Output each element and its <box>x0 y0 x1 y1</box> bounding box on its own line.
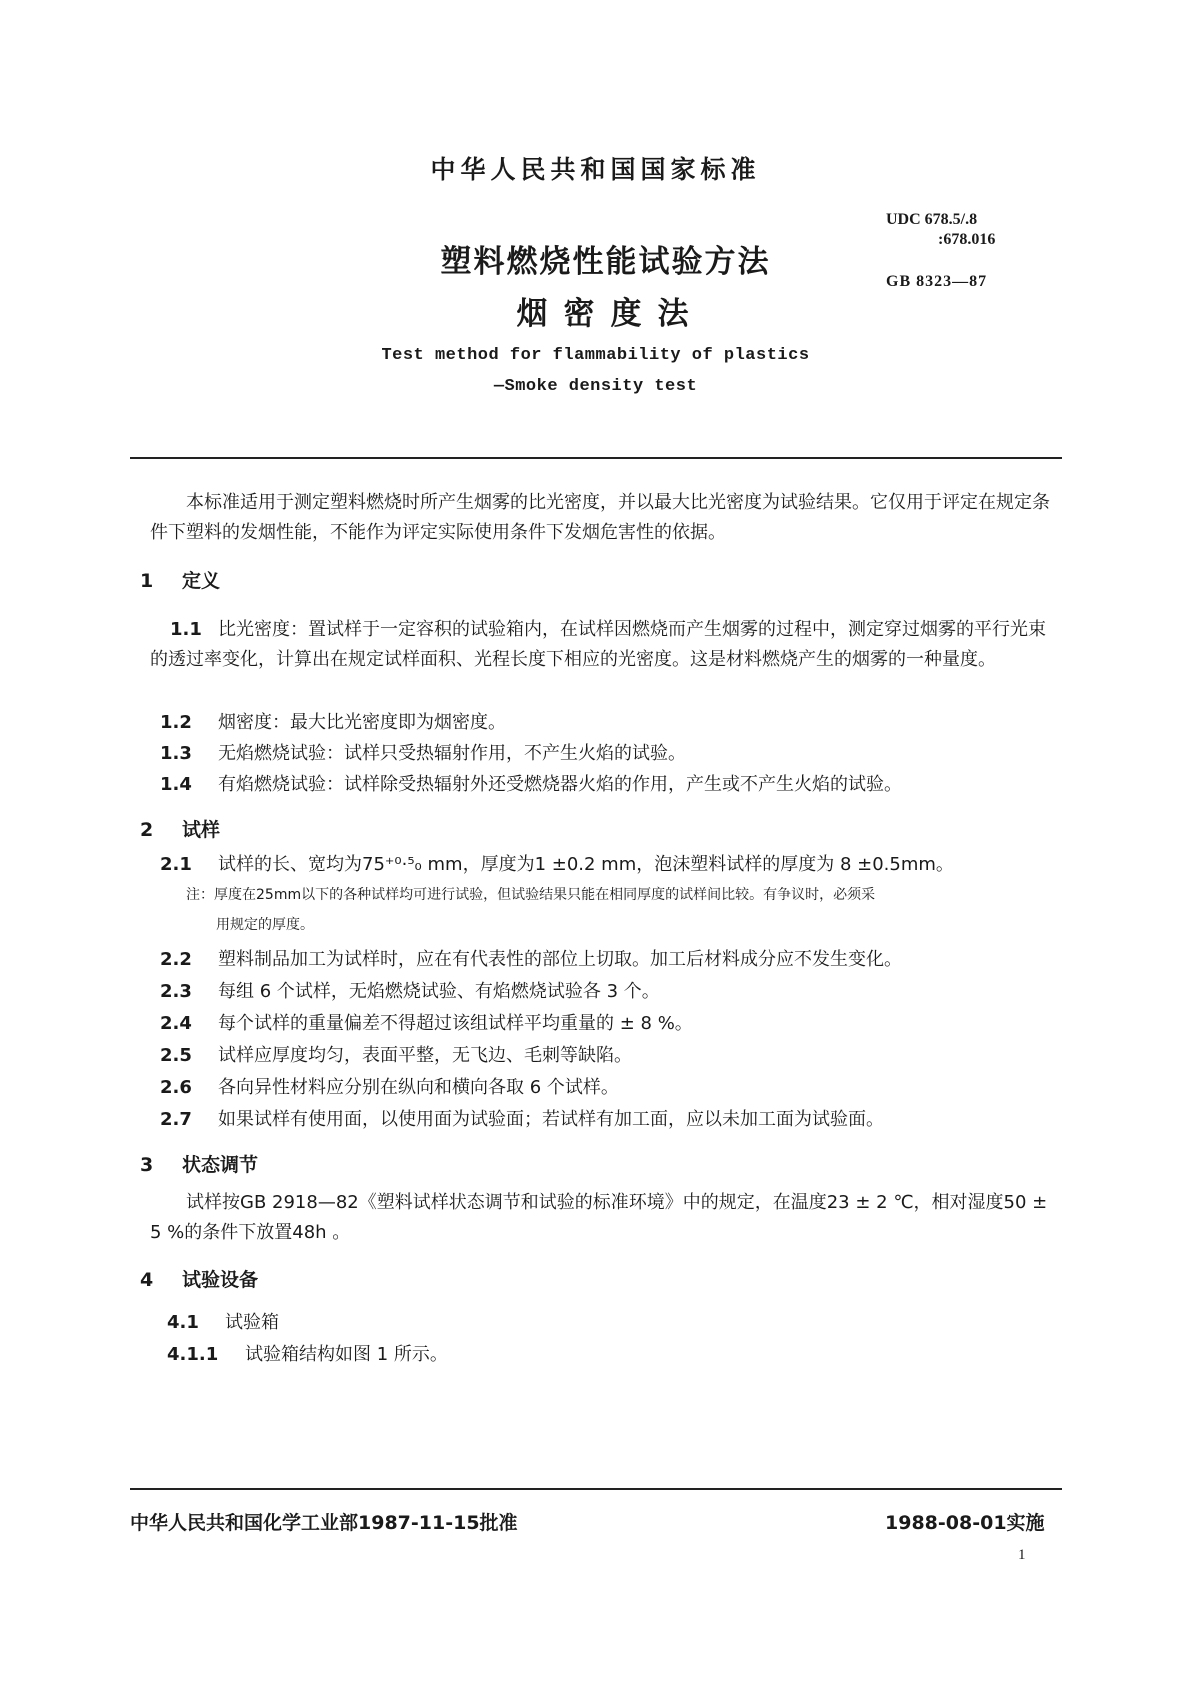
clause-number: 2.5 <box>160 1045 192 1066</box>
section-3-heading <box>140 1150 258 1177</box>
clause-text: 有焰燃烧试验：试样除受热辐射外还受燃烧器火焰的作用，产生或不产生火焰的试验。 <box>218 774 902 795</box>
clause-text: 试样应厚度均匀，表面平整，无飞边、毛刺等缺陷。 <box>218 1045 632 1066</box>
clause-number: 2.4 <box>160 1013 192 1034</box>
standard-organization: 中华人民共和国国家标准 <box>430 155 761 184</box>
clause-4-1 <box>167 1308 279 1334</box>
document-title-cn: 塑料燃烧性能试验方法 <box>440 244 771 280</box>
section-title: 状态调节 <box>182 1154 259 1176</box>
section-3-text: 试样按GB 2918—82《塑料试样状态调节和试验的标准环境》中的规定，在温度23 ± 2 ℃，相对湿度50 ± 5 %的条件下放置48h 。 <box>150 1192 1048 1243</box>
clause-2-4 <box>160 1009 1060 1039</box>
clause-2-3 <box>160 977 1060 1007</box>
clause-1-2 <box>160 708 1060 738</box>
note-line-1: 注：厚度在25mm以下的各种试样均可进行试验，但试验结果只能在相同厚度的试样间比较。有争议时，必须采 <box>186 887 876 903</box>
document-subtitle-en: —Smoke density test <box>493 377 698 396</box>
clause-2-1-note <box>186 880 1062 940</box>
document-subtitle-cn: 烟密度法 <box>516 296 705 332</box>
clause-number: 4.1.1 <box>167 1344 219 1365</box>
clause-2-2 <box>160 945 1060 975</box>
clause-text: 试验箱结构如图 1 所示。 <box>245 1344 448 1365</box>
approval-statement: 中华人民共和国化学工业部1987-11-15批准 <box>130 1512 518 1534</box>
clause-text: 每组 6 个试样，无焰燃烧试验、有焰燃烧试验各 3 个。 <box>218 981 660 1002</box>
section-3-paragraph <box>150 1188 1060 1248</box>
intro-paragraph <box>150 488 1060 548</box>
clause-number: 2.7 <box>160 1109 192 1130</box>
section-1-heading <box>140 566 220 593</box>
intro-text: 本标准适用于测定塑料燃烧时所产生烟雾的比光密度，并以最大比光密度为试验结果。它仅用于评定在规定条件下塑料的发烟性能，不能作为评定实际使用条件下发烟危害性的依据。 <box>150 492 1050 543</box>
gb-code: GB 8323—87 <box>886 273 988 290</box>
clause-number: 1.2 <box>160 712 192 733</box>
page-number: 1 <box>1018 1547 1026 1563</box>
clause-number: 2.3 <box>160 981 192 1002</box>
clause-text: 比光密度：置试样于一定容积的试验箱内，在试样因燃烧而产生烟雾的过程中，测定穿过烟雾的平行光束的透过率变化，计算出在规定试样面积、光程长度下相应的光密度。这是材料燃烧产生的烟雾的一种量度。 <box>150 619 1046 670</box>
section-number: 2 <box>140 819 154 841</box>
section-number: 4 <box>140 1269 154 1291</box>
section-title: 试验设备 <box>182 1269 259 1291</box>
clause-1-1 <box>150 615 1060 675</box>
clause-text: 无焰燃烧试验：试样只受热辐射作用，不产生火焰的试验。 <box>218 743 686 764</box>
section-4-heading <box>140 1265 258 1292</box>
document-title-en: Test method for flammability of plastics <box>381 346 810 365</box>
clause-2-6 <box>160 1073 1060 1103</box>
clause-2-7 <box>160 1105 1060 1135</box>
note-line-2: 用规定的厚度。 <box>216 917 314 933</box>
clause-number: 2.6 <box>160 1077 192 1098</box>
clause-1-3 <box>160 739 1060 769</box>
bottom-divider <box>130 1488 1062 1490</box>
top-divider <box>130 457 1062 459</box>
section-title: 定义 <box>182 570 221 592</box>
section-number: 1 <box>140 570 154 592</box>
section-number: 3 <box>140 1154 154 1176</box>
udc-line-2: :678.016 <box>938 231 996 248</box>
clause-4-1-1 <box>167 1340 448 1366</box>
clause-number: 2.1 <box>160 854 192 875</box>
implementation-date: 1988-08-01实施 <box>885 1512 1045 1534</box>
section-title: 试样 <box>182 819 221 841</box>
clause-2-5 <box>160 1041 1060 1071</box>
clause-number: 1.1 <box>170 619 202 640</box>
section-2-heading <box>140 815 220 842</box>
clause-text: 每个试样的重量偏差不得超过该组试样平均重量的 ± 8 %。 <box>218 1013 693 1034</box>
clause-number: 2.2 <box>160 949 192 970</box>
clause-2-1 <box>160 850 1060 880</box>
clause-text: 试验箱 <box>225 1312 279 1333</box>
clause-text: 烟密度：最大比光密度即为烟密度。 <box>218 712 506 733</box>
clause-text: 如果试样有使用面，以使用面为试验面；若试样有加工面，应以未加工面为试验面。 <box>218 1109 884 1130</box>
clause-text: 塑料制品加工为试样时，应在有代表性的部位上切取。加工后材料成分应不发生变化。 <box>218 949 902 970</box>
udc-line-1: UDC 678.5/.8 <box>886 211 978 228</box>
clause-text: 试样的长、宽均为75⁺⁰·⁵₀ mm，厚度为1 ±0.2 mm，泡沫塑料试样的厚度为 8 ±0.5mm。 <box>218 854 954 875</box>
clause-number: 1.3 <box>160 743 192 764</box>
clause-text: 各向异性材料应分别在纵向和横向各取 6 个试样。 <box>218 1077 619 1098</box>
clause-1-4 <box>160 770 1060 800</box>
clause-number: 1.4 <box>160 774 192 795</box>
clause-number: 4.1 <box>167 1312 199 1333</box>
